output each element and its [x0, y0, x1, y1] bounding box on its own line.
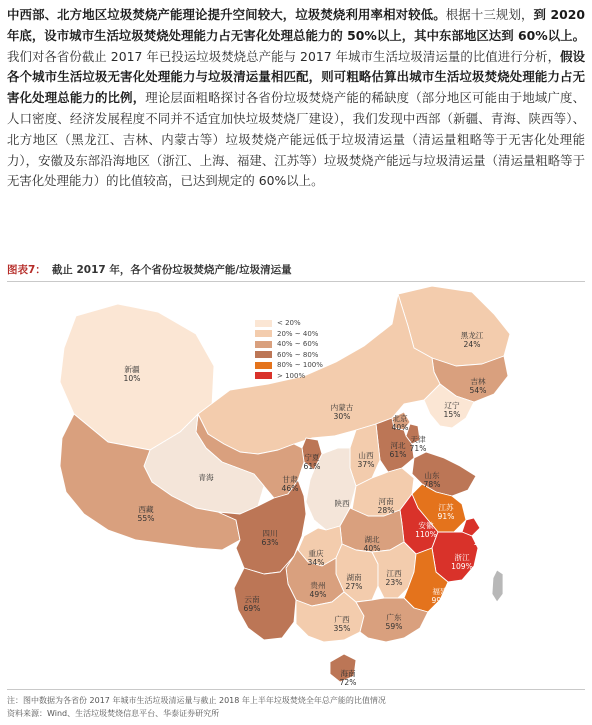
province-name-label: 湖北 — [364, 535, 380, 544]
province-value-label: 78% — [423, 480, 441, 489]
province-name-label: 河北 — [390, 441, 406, 450]
figure-footer — [7, 689, 585, 720]
province-value-label: 24% — [463, 340, 481, 349]
province-value-label: 71% — [409, 444, 427, 453]
province-name-label: 海南 — [340, 669, 356, 678]
province-name-label: 陕西 — [334, 499, 350, 508]
province-value-label: 105% — [473, 538, 495, 547]
province-value-label: 110% — [415, 530, 437, 539]
legend-item — [255, 318, 323, 329]
province-value-label: 55% — [137, 514, 155, 523]
province-value-label: 63% — [261, 538, 279, 547]
province-name-label: 青海 — [198, 473, 214, 482]
province-value-label: 46% — [281, 484, 299, 493]
province-value-label: 40% — [363, 544, 381, 553]
figure-title — [7, 262, 585, 282]
province-name-label: 四川 — [262, 529, 278, 538]
legend-swatch — [255, 320, 272, 327]
legend-label: 60% ~ 80% — [277, 350, 319, 359]
province-name-label: 山西 — [358, 451, 374, 460]
province-value-label: 69% — [243, 604, 261, 613]
taiwan-island — [492, 570, 503, 602]
province-value-label: 40% — [391, 423, 409, 432]
para-bold-1: 中西部、北方地区垃圾焚烧产能理论提升空间较大，垃圾焚烧利用率相对较低。 — [7, 7, 446, 22]
province-name-label: 河南 — [378, 497, 394, 506]
province-value-label: 91% — [437, 512, 455, 521]
province-value-label: 28% — [377, 506, 395, 515]
legend-item — [255, 329, 323, 340]
legend-swatch — [255, 341, 272, 348]
province-name-label: 湖南 — [346, 573, 362, 582]
province-name-label: 浙江 — [454, 553, 470, 562]
province-name-label: 内蒙古 — [330, 403, 354, 412]
legend-item — [255, 339, 323, 350]
province-value-label: 37% — [357, 460, 375, 469]
province-name-label: 新疆 — [124, 365, 140, 374]
province-name-label: 安徽 — [418, 521, 434, 530]
province-name-label: 北京 — [392, 414, 408, 423]
body-paragraph — [7, 5, 585, 192]
province-name-label: 吉林 — [470, 377, 486, 386]
para-text-2: 我们对各省份截止 2017 年已投运垃圾焚烧总产能与 2017 年城市生活垃圾清运量的比值进行分析， — [7, 48, 561, 64]
legend-item — [255, 350, 323, 361]
figure-number: 图表7： — [7, 264, 46, 276]
legend-item — [255, 360, 323, 371]
province-name-label: 广西 — [334, 615, 350, 624]
para-bold-2: 到 2020 年底，设市城市生活垃圾焚烧处理能力占无害化处理总能力的 50%以上，其中东部地区达到 60%以上。 — [7, 7, 586, 43]
province-value-label: 10% — [123, 374, 141, 383]
para-text-1: 根据十三规划， — [445, 7, 534, 22]
province-value-label: 61% — [303, 462, 321, 471]
province-name-label: 天津 — [410, 435, 426, 444]
para-text-3: 理论层面粗略探讨各省份垃圾焚烧产能的稀缺度（部分地区可能由于地域广度、人口密度、经济发展程度不同并不适宜加快垃圾焚烧厂建设），我们发现中西部（新疆、青海、陕西等）、北方地区（黑龙江、吉林、内蒙古等）垃圾焚烧产能远低于垃圾清运量（清运量粗略等于无害化处理能力），安徽及东部沿海地区（浙江、上海、福建、江苏等）垃圾焚烧产能远与垃圾清运量（清运量粗略等于无害化处理能力）的比值较高，已达到规定的 60%以上。 — [7, 90, 586, 189]
province-name-label: 宁夏 — [304, 453, 320, 462]
province-name-label: 江西 — [386, 569, 402, 578]
data-source: 资料来源：Wind、生活垃圾焚烧信息平台、华泰证券研究所 — [7, 709, 220, 718]
para-bold-3: 假设各个城市生活垃圾无害化处理能力与垃圾清运量相匹配，则可粗略估算出城市生活垃圾焚烧处理能力占无害化处理总能力的比例， — [7, 48, 586, 106]
legend-swatch — [255, 351, 272, 358]
legend-label: > 100% — [277, 371, 306, 380]
map-legend — [255, 318, 323, 381]
legend-label: 40% ~ 60% — [277, 340, 319, 349]
figure-caption: 截止 2017 年，各个省份垃圾焚烧产能/垃圾清运量 — [51, 264, 292, 276]
province-value-label: 35% — [333, 624, 351, 633]
province-name-label: 福建 — [432, 587, 448, 596]
province-name-label: 甘肃 — [282, 475, 298, 484]
province-value-label: 49% — [309, 590, 327, 599]
province-value-label: 61% — [389, 450, 407, 459]
province-name-label: 西藏 — [138, 505, 154, 514]
province-value-label: 23% — [385, 578, 403, 587]
province-value-label: 72% — [339, 678, 357, 686]
province-name-label: 云南 — [244, 595, 260, 604]
footnote: 注：图中数据为各省份 2017 年城市生活垃圾清运量与截止 2018 年上半年垃圾焚烧全年总产能的比值情况 — [7, 696, 386, 705]
province-name-label: 重庆 — [308, 549, 324, 558]
province-value-label: 54% — [469, 386, 487, 395]
province-value-label: 34% — [307, 558, 325, 567]
province-value-label: 27% — [345, 582, 363, 591]
legend-label: < 20% — [277, 319, 301, 328]
province-value-label: 59% — [385, 622, 403, 631]
province-name-label: 江苏 — [438, 503, 454, 512]
province-name-label: 山东 — [424, 471, 440, 480]
legend-swatch — [255, 330, 272, 337]
legend-label: 80% ~ 100% — [277, 361, 323, 370]
province-name-label: 黑龙江 — [460, 331, 484, 340]
legend-label: 20% ~ 40% — [277, 329, 319, 338]
legend-item — [255, 371, 323, 382]
province-name-label: 辽宁 — [444, 401, 460, 410]
province-value-label: 15% — [443, 410, 461, 419]
province-value-label: 30% — [333, 412, 351, 421]
province-value-label: 109% — [451, 562, 473, 571]
legend-swatch — [255, 362, 272, 369]
province-value-label: 99% — [431, 596, 449, 605]
legend-swatch — [255, 372, 272, 379]
province-name-label: 上海 — [476, 529, 492, 538]
province-name-label: 贵州 — [310, 581, 326, 590]
province-name-label: 广东 — [386, 613, 402, 622]
